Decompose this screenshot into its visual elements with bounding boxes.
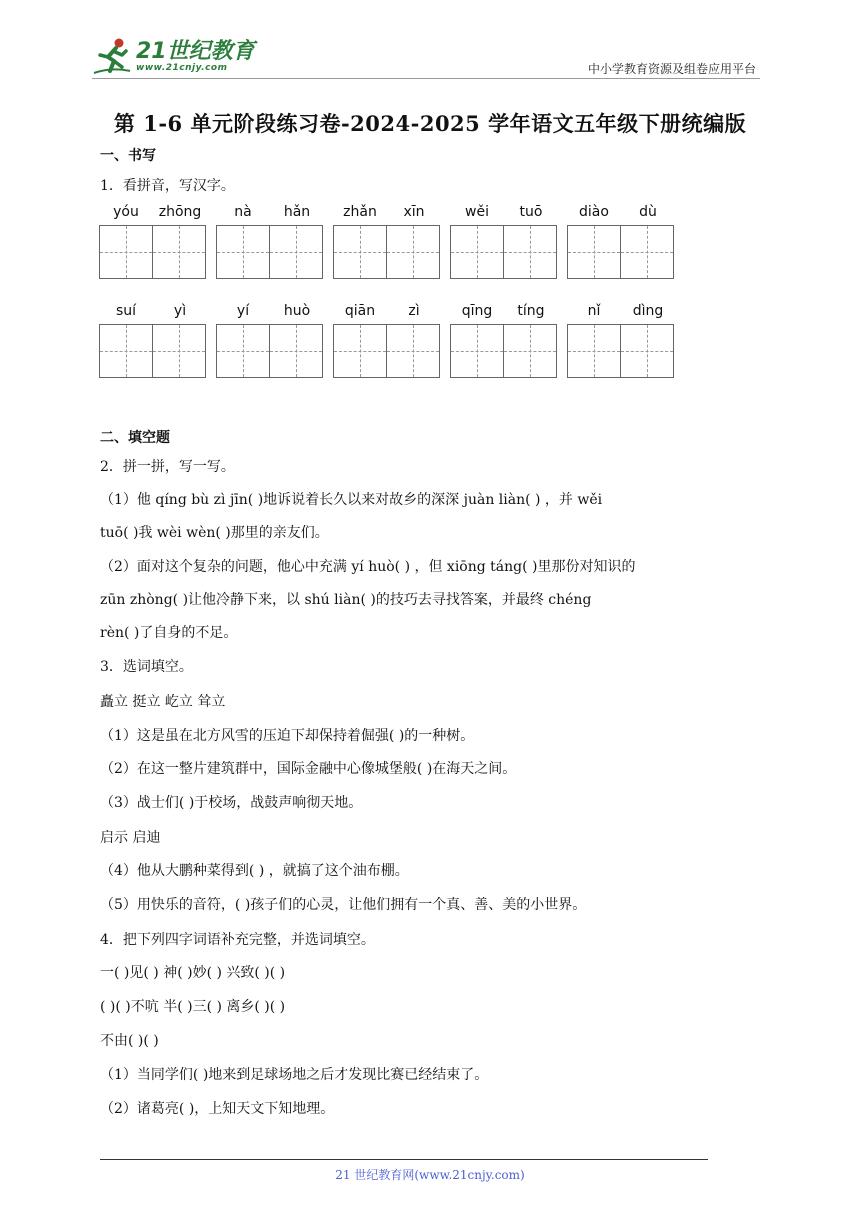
question-2-2-line-a: （2）面对这个复杂的问题，他心中充满 yí huò( ) ，但 xiōng táng( )里那份对知识的 [100, 559, 636, 575]
idiom-row-3: 不由( )( ) [100, 1033, 159, 1049]
writing-box[interactable] [269, 324, 323, 378]
writing-box[interactable] [386, 324, 440, 378]
page-header [92, 32, 760, 82]
writing-box[interactable] [620, 324, 674, 378]
idiom-row-1: 一( )见( ) 神( )妙( ) 兴致( )( ) [100, 965, 286, 981]
writing-box[interactable] [567, 225, 621, 279]
writing-box[interactable] [152, 225, 206, 279]
pinyin-label: dìng [632, 303, 664, 319]
writing-box[interactable] [503, 324, 557, 378]
pinyin-label: diào [579, 204, 609, 220]
question-2-2-line-c: rèn( )了自身的不足。 [100, 625, 238, 641]
word-bank-1: 矗立 挺立 屹立 耸立 [100, 694, 226, 710]
pinyin-label: yóu [113, 204, 139, 220]
question-2-1-line-b: tuō( )我 wèi wèn( )那里的亲友们。 [100, 525, 329, 541]
pinyin-label: nǐ [587, 303, 601, 319]
writing-box[interactable] [450, 225, 504, 279]
pinyin-label: huò [283, 303, 311, 319]
writing-box[interactable] [216, 324, 270, 378]
pinyin-label: qiān [344, 303, 376, 319]
question-2: 2．拼一拼，写一写。 [100, 459, 235, 475]
question-3-3: （3）战士们( )于校场，战鼓声响彻天地。 [100, 795, 363, 811]
question-1: 1．看拼音，写汉字。 [100, 178, 235, 194]
logo-wordmark: 21世纪教育 [136, 39, 255, 64]
writing-box[interactable] [333, 225, 387, 279]
pinyin-label: zhǎn [343, 204, 377, 220]
pinyin-label: dù [639, 204, 657, 220]
writing-box[interactable] [152, 324, 206, 378]
writing-box[interactable] [216, 225, 270, 279]
question-2-2-line-b: zūn zhòng( )让他冷静下来，以 shú liàn( )的技巧去寻找答案，并最终 chéng [100, 592, 592, 608]
pinyin-label: suí [115, 303, 137, 319]
footer-source: 21 世纪教育网(www.21cnjy.com) [335, 1168, 525, 1182]
pinyin-label: xīn [403, 204, 425, 220]
runner-logo-icon [92, 37, 132, 77]
section-heading-fill-blank: 二、填空题 [100, 430, 170, 446]
header-tagline: 中小学教育资源及组卷应用平台 [587, 62, 756, 76]
writing-box[interactable] [450, 324, 504, 378]
question-4-2: （2）诸葛亮( )，上知天文下知地理。 [100, 1101, 335, 1117]
site-logo [92, 36, 255, 78]
writing-box[interactable] [620, 225, 674, 279]
pinyin-label: yì [173, 303, 187, 319]
word-bank-2: 启示 启迪 [100, 830, 161, 846]
writing-box[interactable] [503, 225, 557, 279]
pinyin-label: tuō [519, 204, 543, 220]
pinyin-label: qīng [461, 303, 493, 319]
logo-url: www.21cnjy.com [136, 63, 228, 73]
pinyin-label: zì [408, 303, 420, 319]
question-4: 4．把下列四字词语补充完整，并选词填空。 [100, 932, 375, 948]
writing-box[interactable] [567, 324, 621, 378]
question-3-2: （2）在这一整片建筑群中，国际金融中心像城堡般( )在海天之间。 [100, 761, 517, 777]
writing-box[interactable] [269, 225, 323, 279]
document-title: 第 1-6 单元阶段练习卷-2024-2025 学年语文五年级下册统编版 [113, 111, 747, 136]
question-3-4: （4）他从大鹏种菜得到( ) ，就搞了这个油布棚。 [100, 863, 409, 879]
footer-divider [100, 1159, 708, 1160]
pinyin-label: zhōng [158, 204, 202, 220]
idiom-row-2: ( )( )不吭 半( )三( ) 离乡( )( ) [100, 999, 286, 1015]
question-4-1: （1）当同学们( )地来到足球场地之后才发现比赛已经结束了。 [100, 1067, 489, 1083]
writing-box[interactable] [99, 225, 153, 279]
question-3-1: （1）这是虽在北方风雪的压迫下却保持着倔强( )的一种树。 [100, 728, 475, 744]
pinyin-label: hǎn [283, 204, 311, 220]
question-2-1-line-a: （1）他 qíng bù zì jīn( )地诉说着长久以来对故乡的深深 juàn liàn( ) ，并 wěi [100, 492, 603, 508]
question-3-5: （5）用快乐的音符，( )孩子们的心灵，让他们拥有一个真、善、美的小世界。 [100, 897, 587, 913]
header-divider [92, 78, 760, 79]
writing-box[interactable] [333, 324, 387, 378]
question-3: 3．选词填空。 [100, 659, 193, 675]
pinyin-label: wěi [465, 204, 489, 220]
pinyin-label: yí [236, 303, 250, 319]
pinyin-label: nà [234, 204, 252, 220]
writing-box[interactable] [386, 225, 440, 279]
pinyin-label: tíng [517, 303, 545, 319]
writing-box[interactable] [99, 324, 153, 378]
section-heading-writing: 一、书写 [100, 148, 156, 164]
